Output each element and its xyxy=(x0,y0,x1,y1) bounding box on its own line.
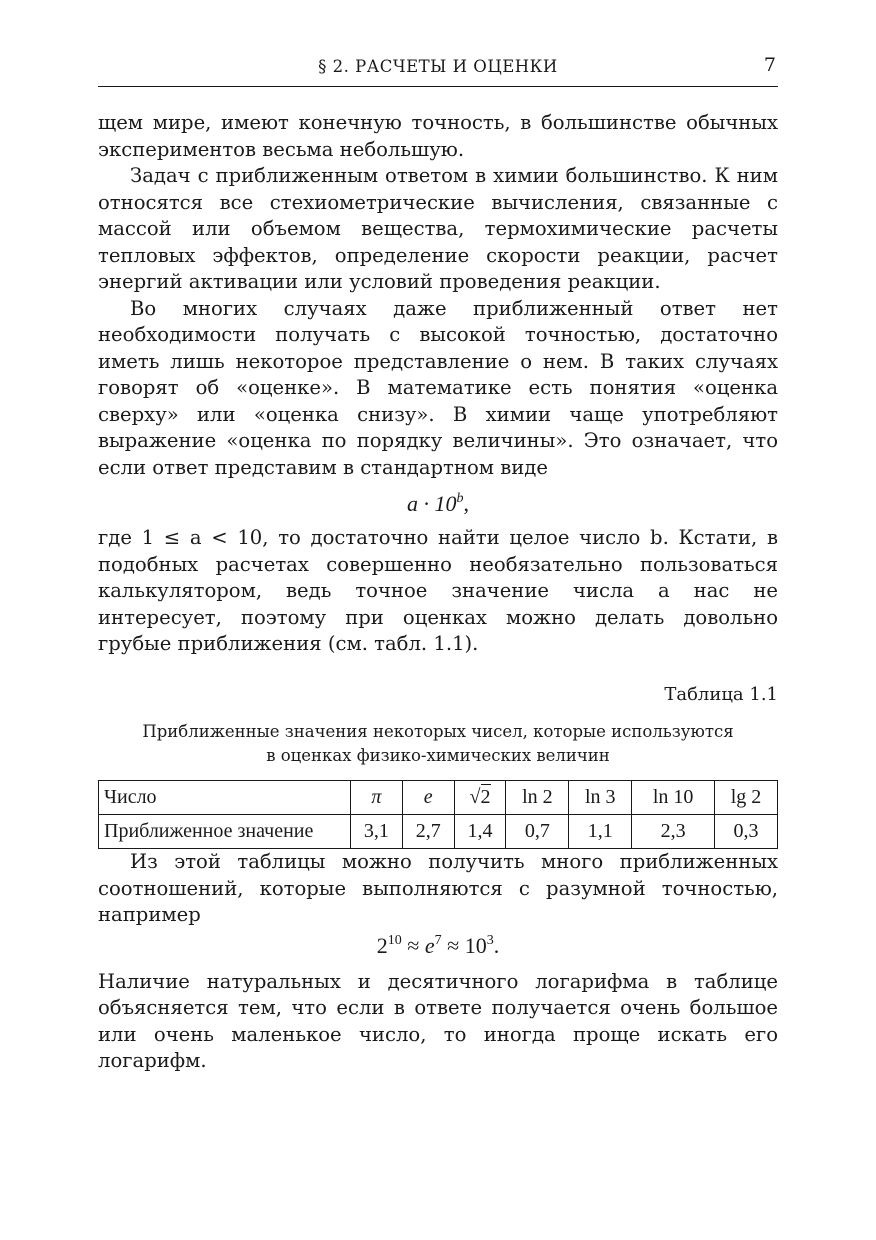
value-e: 2,7 xyxy=(402,815,454,849)
paragraph-estimation: Во многих случаях даже приближенный ответ нет необходимости получать с высокой точностью, достаточно иметь лишь некоторое представление о нем. В таких случаях говорят об «оценке». В математике есть понятия «оценка сверху» или «оценка снизу». В химии чаще употребляют выражение «оценка по порядку величины». Это означает, что если ответ представим в стандартном виде xyxy=(98,296,778,479)
symbol-ln10: ln 10 xyxy=(632,781,715,815)
paragraph-approximate-tasks: Задач с приближенным ответом в химии большинство. К ним относятся все стехиометрические вычисления, связанные с массой или объемом вещества, термохимические расчеты тепловых эффектов, определение скорости реакции, расчет энергий активации или условий проведения реакции. xyxy=(98,164,778,293)
table-caption-line-2: в оценках физико-химических величин xyxy=(266,746,610,765)
paragraph-where: где 1 ≤ a < 10, то достаточно найти целое число b. Кстати, в подобных расчетах совершенно необязательно пользоваться калькулятором, ведь точное значение числа a нас не интересует, поэтому при оценках можно делать довольно грубые приближения (см. табл. 1.1). xyxy=(98,526,778,655)
formula-base: a · 10 xyxy=(407,491,457,516)
approx-values-table xyxy=(98,780,778,849)
symbol-pi: π xyxy=(351,781,403,815)
value-pi: 3,1 xyxy=(351,815,403,849)
table-number: Таблица 1.1 xyxy=(664,683,778,705)
table-caption xyxy=(98,720,778,768)
page-body xyxy=(98,110,778,1075)
formula-standard-form xyxy=(98,491,778,517)
value-ln10: 2,3 xyxy=(632,815,715,849)
paragraph-from-table: Из этой таблицы можно получить много приближенных соотношений, которые выполняются с разумной точностью, например xyxy=(98,850,778,926)
formula-approximation: $2^{10} \approx e^7 \approx 10^3$. xyxy=(376,932,500,958)
table-row-symbols xyxy=(99,781,778,815)
symbol-lg2: lg 2 xyxy=(715,781,778,815)
formula-punct: , xyxy=(463,491,469,516)
symbol-ln3: ln 3 xyxy=(569,781,632,815)
value-ln3: 1,1 xyxy=(569,815,632,849)
row-header-value: Приближенное значение xyxy=(99,815,351,849)
table-caption-line-1: Приближенные значения некоторых чисел, которые используются xyxy=(142,722,734,741)
running-header xyxy=(98,52,778,87)
value-sqrt2: 1,4 xyxy=(454,815,506,849)
paragraph-logarithms: Наличие натуральных и десятичного логарифма в таблице объясняется тем, что если в ответе получается очень большое или очень маленькое число, то иногда проще искать его логарифм. xyxy=(98,969,778,1072)
paragraph-continuation: щем мире, имеют конечную точность, в большинстве обычных экспериментов весьма небольшую. xyxy=(98,111,778,161)
symbol-e: e xyxy=(402,781,454,815)
value-lg2: 0,3 xyxy=(715,815,778,849)
page-number: 7 xyxy=(763,54,776,76)
value-ln2: 0,7 xyxy=(506,815,569,849)
symbol-ln2: ln 2 xyxy=(506,781,569,815)
formula-exponent: b xyxy=(456,491,464,506)
section-title: § 2. РАСЧЕТЫ И ОЦЕНКИ xyxy=(318,57,558,76)
table-row-values xyxy=(99,815,778,849)
row-header-number: Число xyxy=(99,781,351,815)
symbol-sqrt2: √2 xyxy=(454,781,506,815)
